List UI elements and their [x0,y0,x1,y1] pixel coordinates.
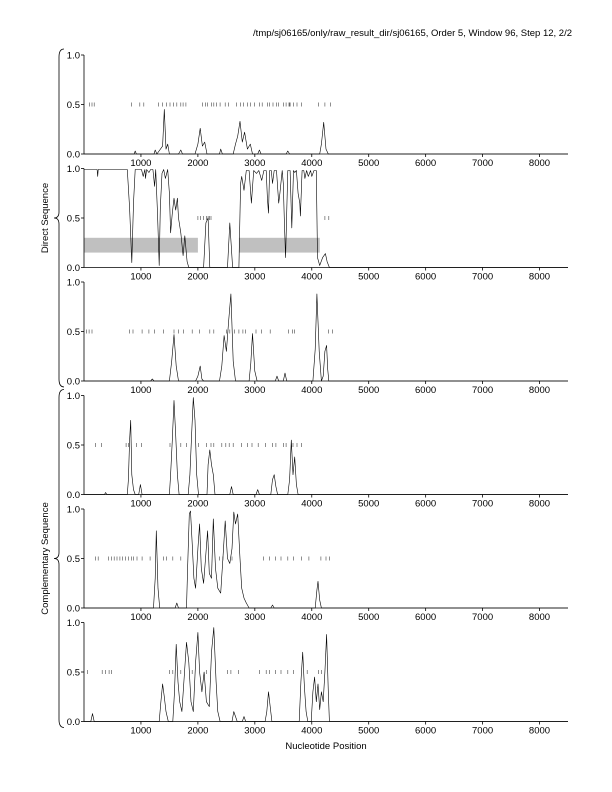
y-tick-label: 0.0 [66,376,80,388]
x-tick-label: 3000 [244,498,266,510]
series-line [84,294,568,381]
x-tick-label: 8000 [528,385,551,396]
panel-direct-frame-3 [67,278,568,397]
group-brace [54,49,64,387]
x-tick-label: 5000 [358,725,380,737]
x-tick-label: 3000 [244,612,266,623]
x-tick-label: 2000 [187,612,209,623]
x-tick-label: 4000 [301,725,323,737]
panel-complement-frame-3 [67,618,568,737]
x-tick-label: 7000 [472,725,494,737]
x-tick-label: 3000 [244,385,266,396]
x-tick-label: 8000 [528,498,551,510]
chart-panels [67,51,568,737]
x-tick-label: 5000 [358,271,380,283]
x-tick-label: 1000 [130,612,152,623]
series-line [84,109,568,154]
x-tick-label: 7000 [472,271,494,283]
y-tick-label: 0.5 [66,554,80,565]
x-tick-label: 5000 [358,612,380,623]
x-tick-label: 4000 [301,385,323,396]
series-line [84,628,568,722]
panel-complement-frame-1 [67,391,568,510]
y-tick-label: 0.5 [66,440,80,452]
x-tick-label: 6000 [415,498,437,510]
x-tick-label: 1000 [130,158,152,169]
x-axis-title: Nucleotide Position [285,741,367,752]
x-tick-label: 4000 [301,158,323,169]
x-tick-label: 7000 [472,385,494,396]
y-tick-label: 0.5 [66,213,80,225]
x-tick-label: 1000 [130,498,152,510]
x-tick-label: 6000 [415,612,437,623]
page-title: /tmp/sj06165/only/raw_result_dir/sj06165, Order 5, Window 96, Step 12, 2/2 [253,28,572,39]
x-tick-label: 6000 [415,158,437,169]
y-tick-label: 1.0 [66,164,80,175]
x-tick-label: 6000 [415,725,437,737]
group-brace [54,390,64,728]
x-tick-label: 4000 [301,271,323,283]
y-tick-label: 1.0 [66,391,80,402]
x-tick-label: 1000 [130,385,152,396]
x-tick-label: 8000 [528,158,551,169]
y-tick-label: 1.0 [66,504,80,516]
x-tick-label: 2000 [187,271,209,283]
x-tick-label: 3000 [244,725,266,737]
x-tick-label: 4000 [301,612,323,623]
x-tick-label: 1000 [130,725,152,737]
highlight-region [239,238,320,253]
x-tick-label: 5000 [358,498,380,510]
highlight-region [84,238,198,253]
y-tick-label: 0.0 [66,717,80,728]
x-tick-label: 5000 [358,158,380,169]
x-tick-label: 8000 [528,271,551,283]
x-tick-label: 7000 [472,498,494,510]
y-tick-label: 0.0 [66,603,80,615]
y-tick-label: 0.0 [66,490,80,501]
x-tick-label: 8000 [528,725,551,737]
y-tick-label: 0.5 [66,327,80,338]
x-tick-label: 7000 [472,612,494,623]
panel-complement-frame-2 [67,505,568,624]
x-tick-label: 2000 [187,158,209,169]
y-tick-label: 1.0 [66,50,80,62]
x-tick-label: 3000 [244,271,266,283]
y-tick-label: 0.5 [66,100,80,111]
x-tick-label: 2000 [187,385,209,396]
y-tick-label: 1.0 [66,618,80,629]
x-tick-label: 8000 [528,612,551,623]
x-tick-label: 1000 [130,271,152,283]
x-tick-label: 6000 [415,385,437,396]
x-tick-label: 6000 [415,271,437,283]
x-tick-label: 7000 [472,158,494,169]
y-tick-label: 0.5 [66,667,80,679]
x-tick-label: 5000 [358,385,380,396]
x-tick-label: 2000 [187,725,209,737]
x-tick-label: 3000 [244,158,266,169]
y-tick-label: 1.0 [66,277,80,289]
y-tick-label: 0.0 [66,149,80,161]
series-line [84,398,568,495]
y-tick-label: 0.0 [66,263,80,274]
group-braces [40,49,64,728]
series-line [84,170,568,268]
group-label: Complementary Sequence [40,502,51,615]
panel-direct-frame-2 [67,164,568,283]
panel-direct-frame-1 [67,51,568,170]
x-tick-label: 4000 [301,498,323,510]
group-label: Direct Sequence [40,182,51,254]
x-tick-label: 2000 [187,498,209,510]
